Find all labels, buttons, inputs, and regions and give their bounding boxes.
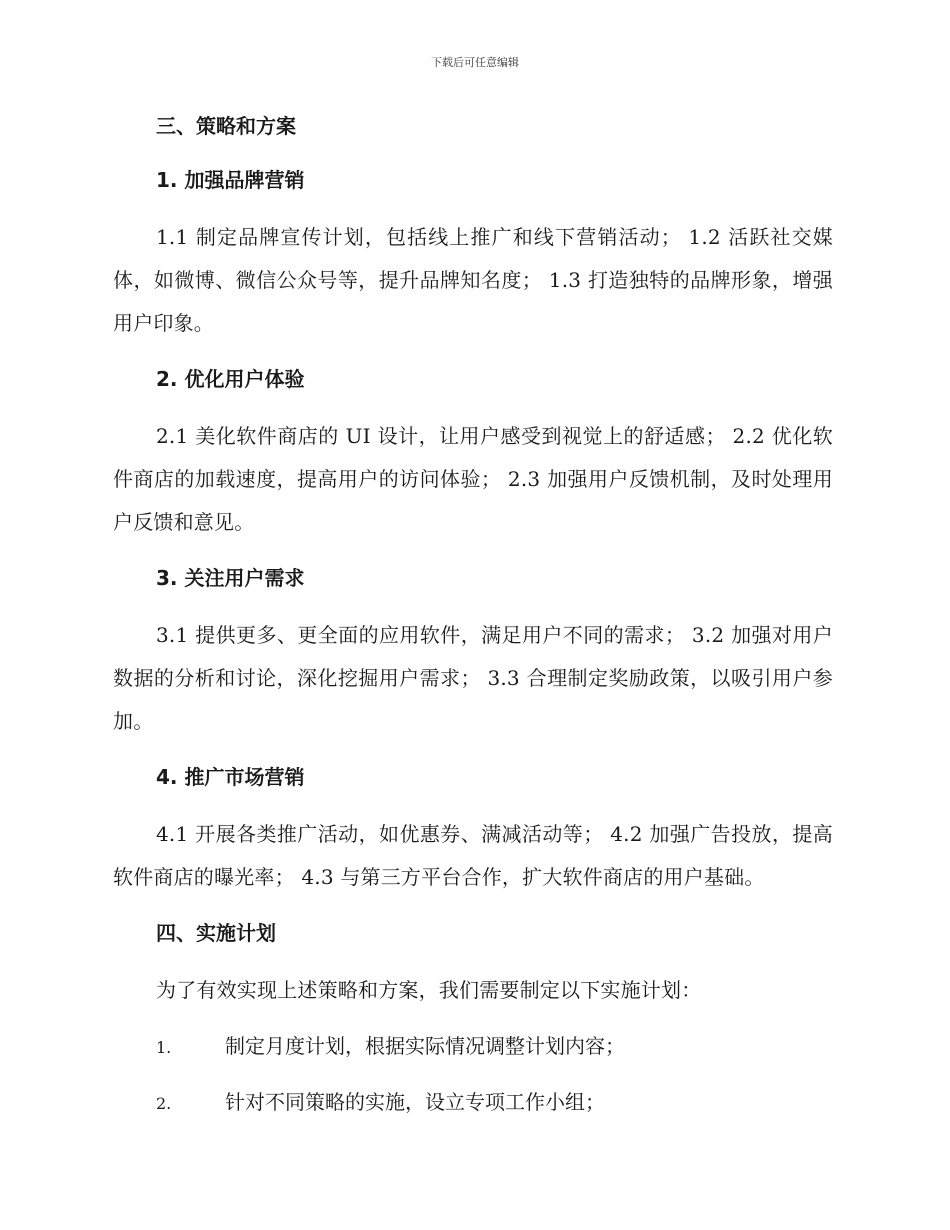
list-text: 制定月度计划，根据实际情况调整计划内容； — [225, 1034, 625, 1058]
subsection-heading: 4. 推广市场营销 — [156, 765, 305, 789]
subsection-heading: 2. 优化用户体验 — [156, 367, 305, 391]
section-title: 四、实施计划 — [156, 921, 276, 945]
subsection-heading: 1. 加强品牌营销 — [156, 168, 305, 192]
page-header: 下载后可任意编辑 — [431, 56, 519, 69]
list-text: 针对不同策略的实施，设立专项工作小组； — [225, 1090, 605, 1114]
list-number: 1. — [156, 1038, 172, 1057]
document-body — [113, 108, 833, 1140]
subsection-heading: 3. 关注用户需求 — [156, 566, 305, 590]
list-item — [156, 1084, 833, 1122]
section-title: 三、策略和方案 — [156, 114, 296, 138]
paragraph: 2.1 美化软件商店的 UI 设计，让用户感受到视觉上的舒适感； 2.2 优化软件商店的加载速度，提高用户的访问体验； 2.3 加强用户反馈机制，及时处理用户反馈和意见。 — [113, 424, 833, 534]
paragraph: 1.1 制定品牌宣传计划，包括线上推广和线下营销活动； 1.2 活跃社交媒体，如微博、微信公众号等，提升品牌知名度； 1.3 打造独特的品牌形象，增强用户印象。 — [113, 225, 833, 335]
paragraph: 4.1 开展各类推广活动，如优惠券、满减活动等； 4.2 加强广告投放，提高软件商店的曝光率； 4.3 与第三方平台合作，扩大软件商店的用户基础。 — [113, 822, 833, 889]
list-number: 2. — [156, 1094, 172, 1113]
list-item — [156, 1028, 833, 1066]
intro-paragraph: 为了有效实现上述策略和方案，我们需要制定以下实施计划： — [156, 978, 702, 1002]
paragraph: 3.1 提供更多、更全面的应用软件，满足用户不同的需求； 3.2 加强对用户数据的分析和讨论，深化挖掘用户需求； 3.3 合理制定奖励政策，以吸引用户参加。 — [113, 623, 833, 733]
